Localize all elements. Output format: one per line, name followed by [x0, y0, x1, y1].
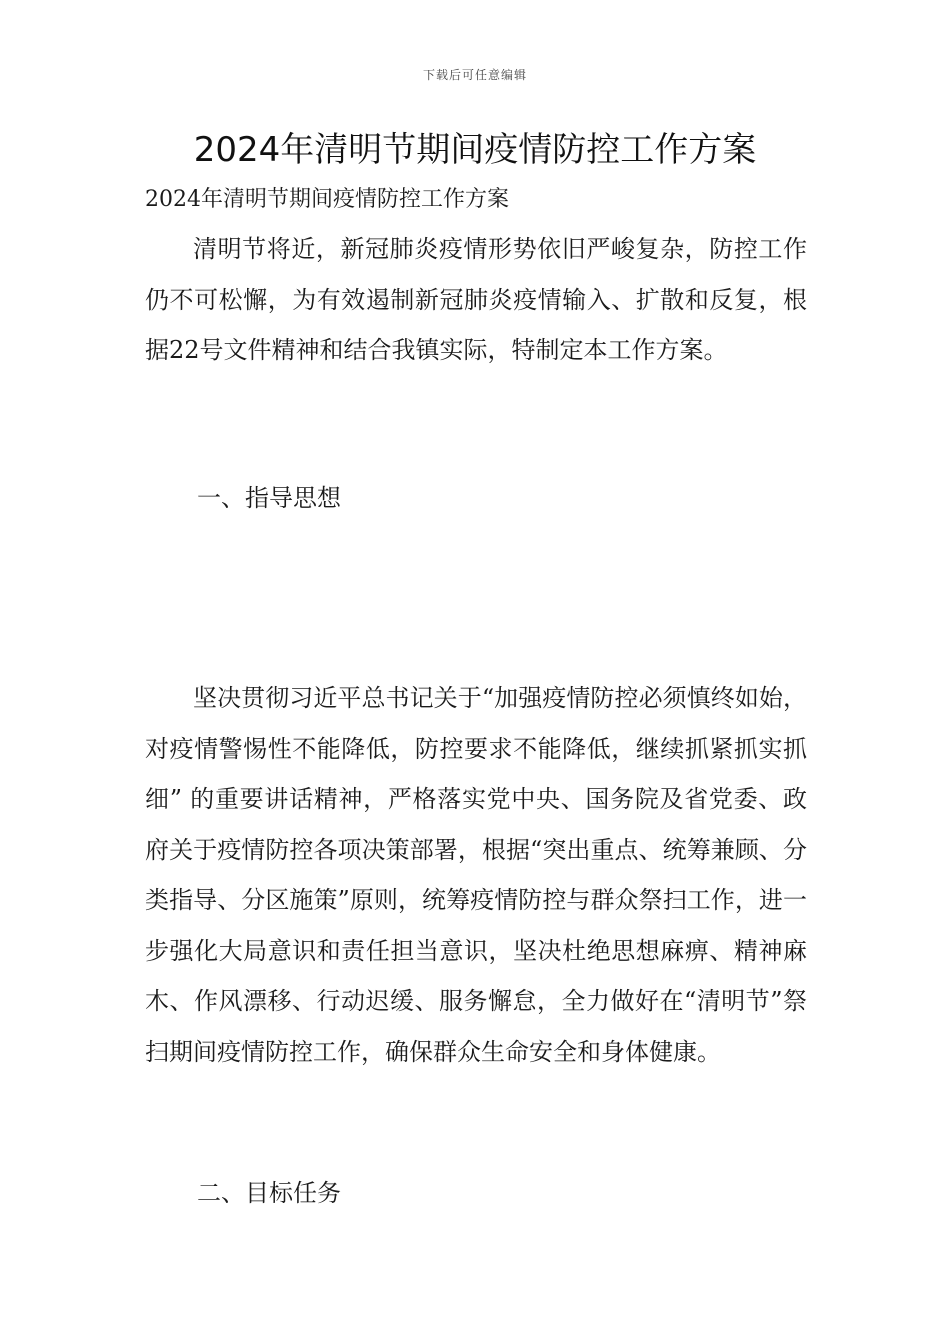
header-note: 下载后可任意编辑 — [422, 68, 527, 82]
document-subtitle: 2024年清明节期间疫情防控工作方案 — [145, 187, 509, 212]
intro-paragraph: 清明节将近，新冠肺炎疫情形势依旧严峻复杂，防控工作仍不可松懈，为有效遏制新冠肺炎疫情输入、扩散和反复，根据22号文件精神和结合我镇实际，特制定本工作方案。 — [145, 235, 807, 364]
section-heading-guiding-ideology: 一、指导思想 — [197, 484, 341, 512]
guiding-ideology-paragraph: 坚决贯彻习近平总书记关于“加强疫情防控必须慎终如始，对疫情警惕性不能降低，防控要求不能降低，继续抓紧抓实抓细” 的重要讲话精神，严格落实党中央、国务院及省党委、政府关于疫情防控各项决策部署，根据“突出重点、统筹兼顾、分类指导、分区施策”原则，统筹疫情防控与群众祭扫工作，进一步强化大局意识和责任担当意识，坚决杜绝思想麻痹、精神麻木、作风漂移、行动迟缓、服务懈怠，全力做好在“清明节”祭扫期间疫情防控工作，确保群众生命安全和身体健康。 — [145, 684, 807, 1066]
document-title: 2024年清明节期间疫情防控工作方案 — [193, 130, 757, 170]
section-heading-goals-tasks: 二、目标任务 — [197, 1179, 341, 1207]
